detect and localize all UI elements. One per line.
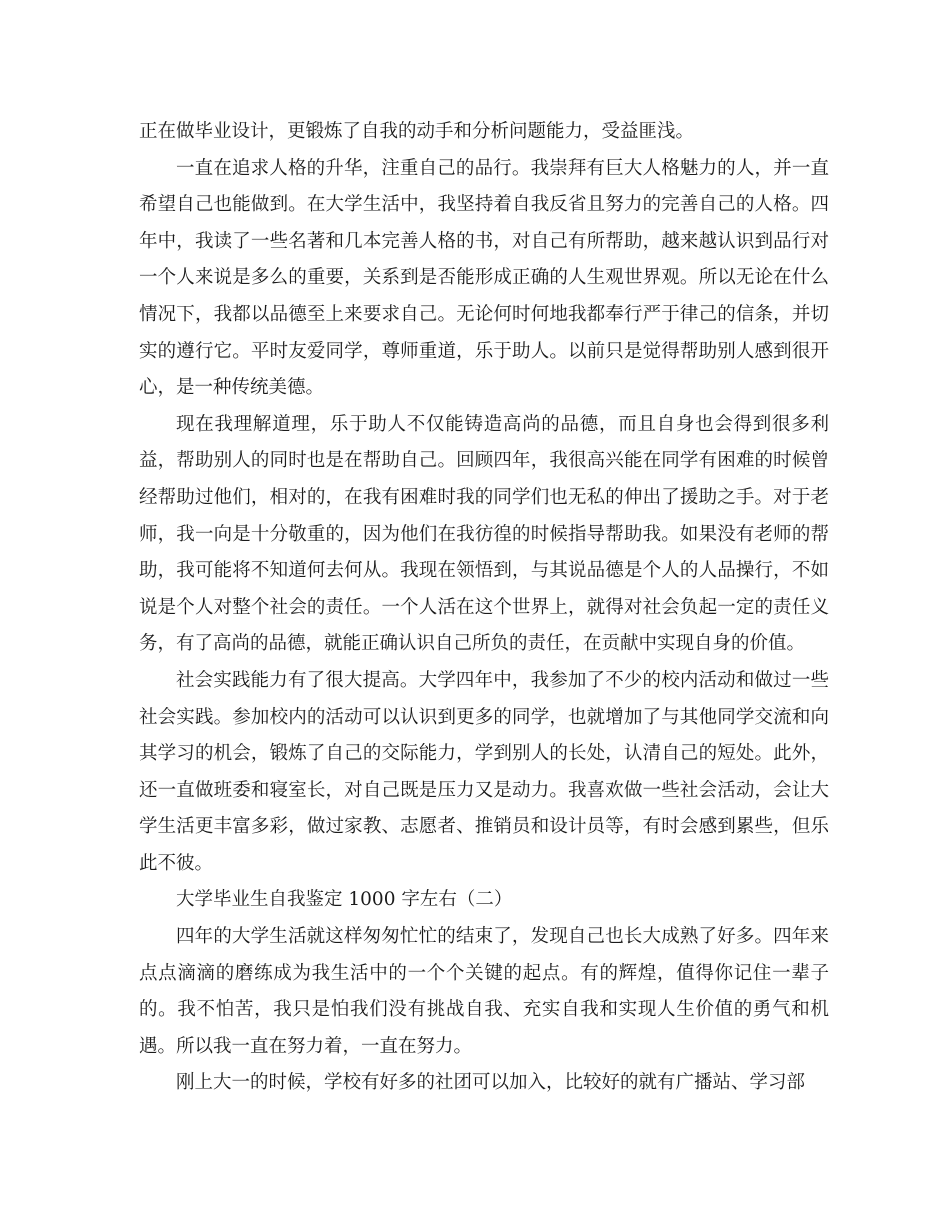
paragraph: 社会实践能力有了很大提高。大学四年中，我参加了不少的校内活动和做过一些社会实践。参加校内的活动可以认识到更多的同学，也就增加了与其他同学交流和向其学习的机会，锻炼了自己的交际能力，学到别人的长处，认清自己的短处。此外，还一直做班委和寝室长，对自己既是压力又是动力。我喜欢做一些社会活动，会让大学生活更丰富多彩，做过家教、志愿者、推销员和设计员等，有时会感到累些，但乐此不彼。 xyxy=(139,669,829,874)
section-heading: 大学毕业生自我鉴定 1000 字左右（二） xyxy=(176,889,513,911)
paragraph: 正在做毕业设计，更锻炼了自我的动手和分析问题能力，受益匪浅。 xyxy=(139,121,695,142)
paragraph: 一直在追求人格的升华，注重自己的品行。我崇拜有巨大人格魅力的人，并一直希望自己也能做到。在大学生活中，我坚持着自我反省且努力的完善自己的人格。四年中，我读了一些名著和几本完善人格的书，对自己有所帮助，越来越认识到品行对一个人来说是多么的重要，关系到是否能形成正确的人生观世界观。所以无论在什么情况下，我都以品德至上来要求自己。无论何时何地我都奉行严于律己的信条，并切实的遵行它。平时友爱同学，尊师重道，乐于助人。以前只是觉得帮助别人感到很开心，是一种传统美德。 xyxy=(139,157,829,399)
paragraph: 四年的大学生活就这样匆匆忙忙的结束了，发现自己也长大成熟了好多。四年来点点滴滴的磨练成为我生活中的一个个关键的起点。有的辉煌，值得你记住一辈子的。我不怕苦，我只是怕我们没有挑战自我、充实自我和实现人生价值的勇气和机遇。所以我一直在努力着，一直在努力。 xyxy=(139,926,829,1057)
paragraph: 现在我理解道理，乐于助人不仅能铸造高尚的品德，而且自身也会得到很多利益，帮助别人的同时也是在帮助自己。回顾四年，我很高兴能在同学有困难的时候曾经帮助过他们，相对的，在我有困难时我的同学们也无私的伸出了援助之手。对于老师，我一向是十分敬重的，因为他们在我彷徨的时候指导帮助我。如果没有老师的帮助，我可能将不知道何去何从。我现在领悟到，与其说品德是个人的人品操行，不如说是个人对整个社会的责任。一个人活在这个世界上，就得对社会负起一定的责任义务，有了高尚的品德，就能正确认识自己所负的责任，在贡献中实现自身的价值。 xyxy=(139,413,829,655)
paragraph: 刚上大一的时候，学校有好多的社团可以加入，比较好的就有广播站、学习部 xyxy=(176,1072,806,1094)
document-body xyxy=(139,114,829,1102)
